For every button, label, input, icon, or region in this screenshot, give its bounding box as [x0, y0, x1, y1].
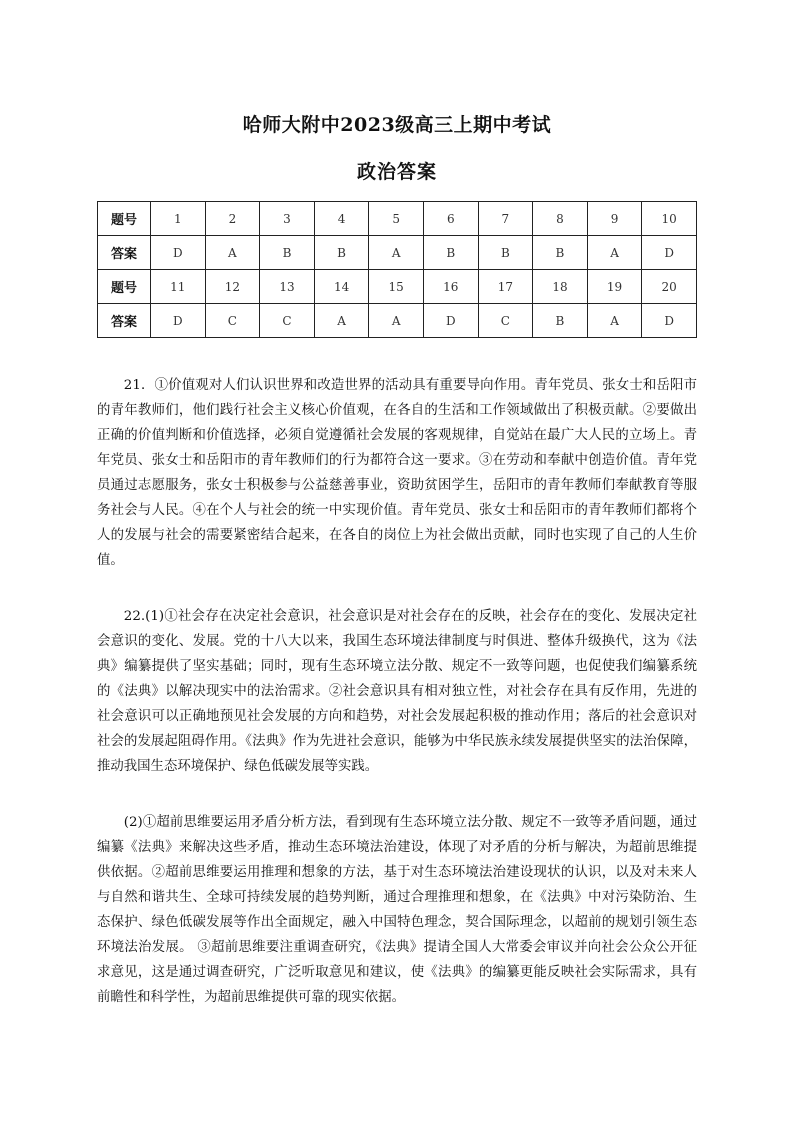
table-cell: A	[587, 236, 642, 270]
page-title: 哈师大附中2023级高三上期中考试	[242, 114, 552, 136]
table-cell: 15	[369, 270, 424, 304]
table-row	[98, 270, 697, 304]
table-cell: A	[205, 236, 260, 270]
answer-q21	[97, 373, 697, 573]
table-cell: 17	[478, 270, 533, 304]
table-row	[98, 202, 697, 236]
answer-q22-part2-text: (2)①超前思维要运用矛盾分析方法，看到现有生态环境立法分散、规定不一致等矛盾问题，通过编纂《法典》来解决这些矛盾，推动生态环境法治建设，体现了对矛盾的分析与解决，为超前思维提供依据。②超前思维要运用推理和想象的方法，基于对生态环境法治建设现状的认识，以及对未来人与自然和谐共生、全球可持续发展的趋势判断，通过合理推理和想象，在《法典》中对污染防治、生态保护、绿色低碳发展等作出全面规定，融入中国特色理念，契合国际理念，以超前的规划引领生态环境法治发展。 ③超前思维要注重调查研究，《法典》提请全国人大常委会审议并向社会公众公开征求意见，这是通过调查研究，广泛听取意见和建议，使《法典》的编纂更能反映社会实际需求，具有前瞻性和科学性，为超前思维提供可靠的现实依据。	[97, 815, 697, 1005]
table-cell: D	[423, 304, 478, 338]
table-cell: 19	[587, 270, 642, 304]
table-cell: B	[260, 236, 315, 270]
page-subtitle: 政治答案	[356, 161, 437, 183]
answer-q21-text: 21．①价值观对人们认识世界和改造世界的活动具有重要导向作用。青年党员、张女士和岳阳市的青年教师们，他们践行社会主义核心价值观，在各自的生活和工作领域做出了积极贡献。②要做出正确的价值判断和价值选择，必须自觉遵循社会发展的客观规律，自觉站在最广大人民的立场上。青年党员、张女士和岳阳市的青年教师们的行为都符合这一要求。③在劳动和奉献中创造价值。青年党员通过志愿服务，张女士积极参与公益慈善事业，资助贫困学生，岳阳市的青年教师们奉献教育等服务社会与人民。④在个人与社会的统一中实现价值。青年党员、张女士和岳阳市的青年教师们都将个人的发展与社会的需要紧密结合起来，在各自的岗位上为社会做出贡献，同时也实现了自己的人生价值。	[97, 378, 697, 568]
table-cell: A	[314, 304, 369, 338]
table-cell: 9	[587, 202, 642, 236]
table-cell: 10	[642, 202, 697, 236]
table-cell: 4	[314, 202, 369, 236]
table-cell: 6	[423, 202, 478, 236]
table-cell: 18	[533, 270, 588, 304]
table-cell: A	[587, 304, 642, 338]
table-cell: 12	[205, 270, 260, 304]
answer-q22-part1	[97, 604, 697, 779]
row-label: 答案	[98, 236, 151, 270]
answer-table-body	[98, 202, 697, 338]
table-cell: B	[533, 236, 588, 270]
table-cell: 20	[642, 270, 697, 304]
table-cell: C	[478, 304, 533, 338]
table-cell: B	[478, 236, 533, 270]
table-cell: 11	[151, 270, 206, 304]
table-cell: B	[314, 236, 369, 270]
table-row	[98, 236, 697, 270]
table-cell: D	[151, 304, 206, 338]
table-cell: 2	[205, 202, 260, 236]
table-cell: 3	[260, 202, 315, 236]
table-cell: 1	[151, 202, 206, 236]
table-cell: D	[642, 304, 697, 338]
table-cell: B	[533, 304, 588, 338]
answer-table	[97, 201, 697, 338]
row-label: 题号	[98, 202, 151, 236]
table-cell: B	[423, 236, 478, 270]
row-label: 答案	[98, 304, 151, 338]
answer-q22-part1-text: 22.(1)①社会存在决定社会意识，社会意识是对社会存在的反映，社会存在的变化、发展决定社会意识的变化、发展。党的十八大以来，我国生态环境法律制度与时俱进、整体升级换代，这为《法典》编纂提供了坚实基础；同时，现有生态环境立法分散、规定不一致等问题，也促使我们编纂系统的《法典》以解决现实中的法治需求。②社会意识具有相对独立性，对社会存在具有反作用，先进的社会意识可以正确地预见社会发展的方向和趋势，对社会发展起积极的推动作用；落后的社会意识对社会的发展起阻碍作用。《法典》作为先进社会意识，能够为中华民族永续发展提供坚实的法治保障，推动我国生态环境保护、绿色低碳发展等实践。	[97, 609, 697, 774]
table-cell: A	[369, 236, 424, 270]
answer-q22-part2	[97, 810, 697, 1010]
row-label: 题号	[98, 270, 151, 304]
table-cell: 13	[260, 270, 315, 304]
table-cell: 7	[478, 202, 533, 236]
table-cell: C	[205, 304, 260, 338]
table-cell: 16	[423, 270, 478, 304]
table-cell: 8	[533, 202, 588, 236]
table-cell: D	[642, 236, 697, 270]
table-cell: A	[369, 304, 424, 338]
table-cell: 14	[314, 270, 369, 304]
table-cell: 5	[369, 202, 424, 236]
table-cell: C	[260, 304, 315, 338]
table-row	[98, 304, 697, 338]
table-cell: D	[151, 236, 206, 270]
